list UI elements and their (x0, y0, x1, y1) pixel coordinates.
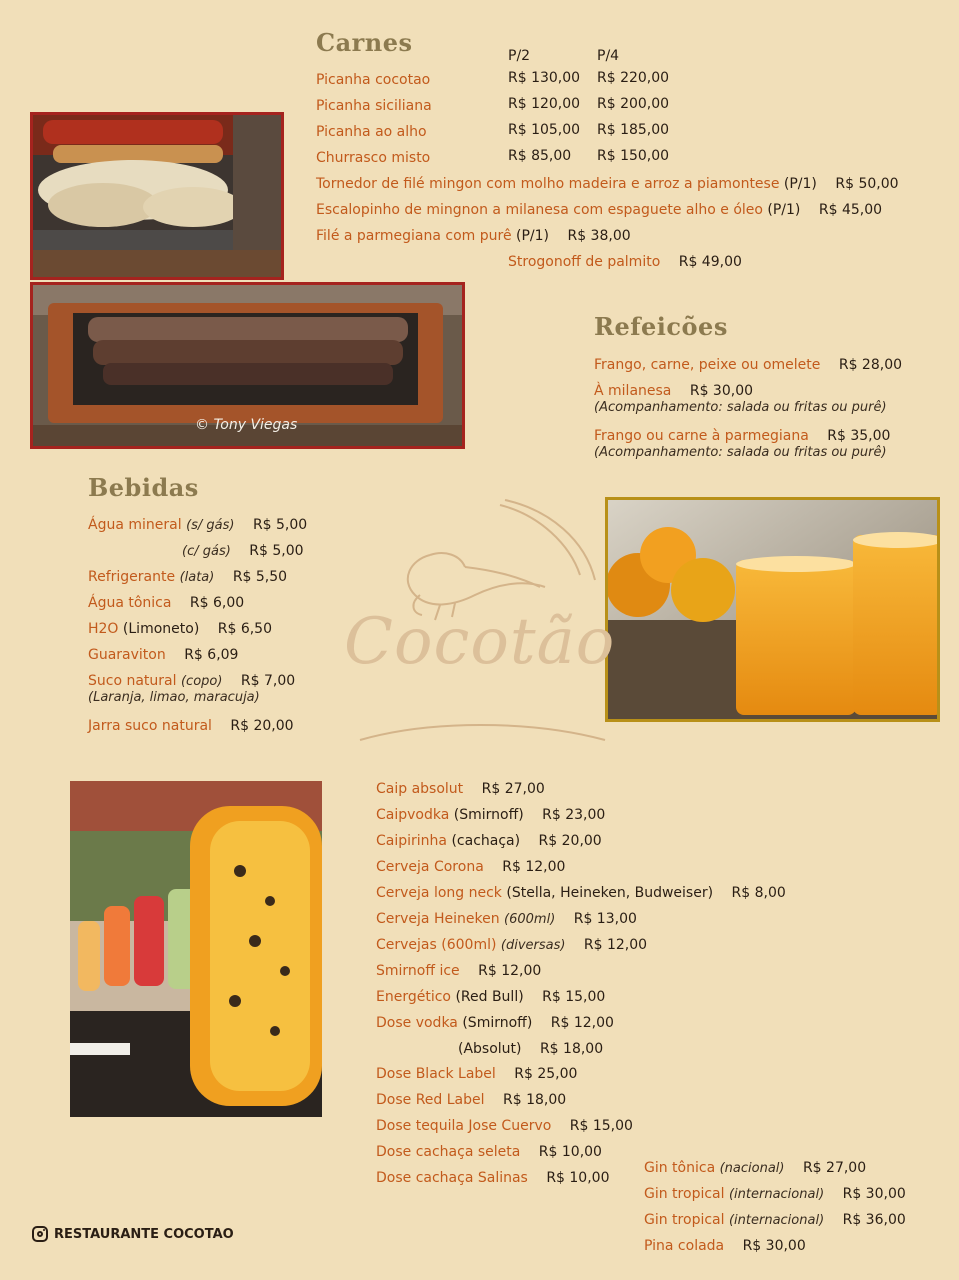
item-price: R$ 10,00 (538, 1144, 602, 1160)
item-name: Cerveja Corona (376, 859, 484, 875)
instagram-handle[interactable] (32, 1226, 234, 1242)
item-name: Picanha ao alho (316, 124, 427, 140)
item-note: (Acompanhamento: salada ou fritas ou purê) (594, 400, 887, 415)
item-name: Dose Black Label (376, 1066, 496, 1082)
photo-credit: © Tony Viegas (195, 417, 298, 433)
item-detail: (600ml) (504, 912, 556, 927)
item-price: R$ 20,00 (230, 718, 294, 734)
grilled-beef-photo (30, 282, 465, 449)
carnes-col-p4: P/4 (597, 48, 620, 64)
gin-row (644, 1184, 906, 1205)
item-detail: (cachaça) (451, 833, 521, 849)
drink-row (376, 1116, 633, 1136)
bebidas-row (88, 619, 272, 639)
bebidas-row (88, 567, 287, 588)
item-price: R$ 27,00 (481, 781, 545, 797)
bebidas-row (88, 645, 238, 665)
item-price: R$ 38,00 (567, 228, 631, 244)
item-name: Dose Red Label (376, 1092, 485, 1108)
item-price: R$ 25,00 (514, 1066, 578, 1082)
item-name: Água tônica (88, 595, 172, 611)
item-price-p4: R$ 150,00 (597, 148, 670, 164)
bebidas-title: Bebidas (88, 473, 199, 502)
carnes-row (316, 70, 430, 90)
drink-row (376, 1064, 577, 1084)
drink-row (376, 909, 637, 930)
item-name: Gin tropical (644, 1186, 725, 1202)
item-price: R$ 30,00 (742, 1238, 806, 1254)
item-detail: (internacional) (728, 1213, 825, 1228)
drink-row (376, 857, 565, 877)
bebidas-row (88, 716, 294, 736)
item-name: Dose vodka (376, 1015, 458, 1031)
item-price: R$ 27,00 (802, 1160, 867, 1176)
item-price: R$ 13,00 (573, 911, 637, 927)
item-price-p2: R$ 85,00 (508, 148, 572, 164)
carnes-row (316, 226, 631, 246)
item-detail: (nacional) (719, 1161, 785, 1176)
item-name: Guaraviton (88, 647, 166, 663)
item-price: R$ 12,00 (502, 859, 566, 875)
item-price: R$ 18,00 (539, 1041, 604, 1057)
item-price: R$ 20,00 (538, 833, 602, 849)
item-price: R$ 12,00 (583, 937, 648, 953)
item-price: R$ 50,00 (835, 176, 899, 192)
cocotao-logo (340, 495, 615, 750)
gin-row (644, 1210, 906, 1231)
item-name: Caipvodka (376, 807, 450, 823)
item-name: Gin tropical (644, 1212, 725, 1228)
item-detail: (Red Bull) (455, 989, 524, 1005)
item-name: Strogonoff de palmito (508, 254, 661, 270)
carnes-row (316, 174, 899, 194)
carnes-row (316, 122, 427, 142)
drink-row (376, 961, 541, 981)
drink-row (376, 1168, 609, 1188)
item-name: Cerveja long neck (376, 885, 502, 901)
item-price: R$ 6,50 (217, 621, 272, 637)
carnes-row (316, 200, 882, 220)
item-price: R$ 6,00 (189, 595, 245, 611)
item-note: (Acompanhamento: salada ou fritas ou purê) (594, 445, 887, 460)
drink-row (376, 1013, 614, 1033)
carnes-title: Carnes (316, 28, 413, 57)
drink-row (376, 1090, 566, 1110)
instagram-icon (32, 1226, 48, 1242)
orange-juice-photo (605, 497, 940, 722)
item-price: R$ 12,00 (478, 963, 542, 979)
item-name: Gin tônica (644, 1160, 716, 1176)
item-price-p2: R$ 130,00 (508, 70, 581, 86)
item-price: R$ 5,00 (252, 517, 308, 533)
item-name: Dose cachaça Salinas (376, 1170, 528, 1186)
item-price: R$ 5,00 (249, 543, 304, 559)
bebidas-row (88, 671, 295, 692)
item-detail: (Absolut) (458, 1041, 522, 1057)
item-price: R$ 28,00 (838, 357, 903, 373)
item-detail: (copo) (180, 674, 223, 689)
item-name: Escalopinho de mingnon a milanesa com espaguete alho e óleo (316, 202, 763, 218)
item-price: R$ 6,09 (184, 647, 239, 663)
item-detail: (Stella, Heineken, Budweiser) (506, 885, 714, 901)
item-name: Jarra suco natural (88, 718, 212, 734)
item-name: Energético (376, 989, 451, 1005)
item-price: R$ 30,00 (842, 1186, 906, 1202)
item-detail: (diversas) (500, 938, 566, 953)
suco-note: (Laranja, limao, maracuja) (88, 690, 260, 705)
item-detail: (Smirnoff) (453, 807, 524, 823)
item-name: Dose tequila Jose Cuervo (376, 1118, 552, 1134)
grilled-chicken-photo (30, 112, 284, 280)
refeicoes-row (594, 381, 753, 401)
gin-row (644, 1158, 866, 1179)
item-price: R$ 12,00 (550, 1015, 614, 1031)
item-price: R$ 49,00 (678, 254, 742, 270)
item-name: Caip absolut (376, 781, 464, 797)
gin-row (644, 1236, 806, 1256)
bebidas-row (88, 593, 244, 613)
refeicoes-row (594, 355, 902, 375)
drink-row (376, 831, 602, 851)
item-price: R$ 35,00 (827, 428, 891, 444)
item-price: R$ 45,00 (818, 202, 883, 218)
item-detail: (P/1) (767, 202, 801, 218)
logo-text: Cocotão (344, 605, 616, 679)
item-name: Pina colada (644, 1238, 725, 1254)
item-price: R$ 5,50 (232, 569, 288, 585)
item-detail: (Limoneto) (122, 621, 200, 637)
item-price: R$ 36,00 (842, 1212, 906, 1228)
item-price-p2: R$ 105,00 (508, 122, 581, 138)
item-price: R$ 30,00 (689, 383, 754, 399)
item-name: H2O (88, 621, 119, 637)
item-price-p2: R$ 120,00 (508, 96, 581, 112)
item-name: Smirnoff ice (376, 963, 460, 979)
cocktails-photo (70, 781, 322, 1117)
item-name: Churrasco misto (316, 150, 431, 166)
item-price: R$ 23,00 (542, 807, 606, 823)
item-name: À milanesa (594, 383, 672, 399)
carnes-row (508, 252, 742, 272)
item-price: R$ 10,00 (546, 1170, 610, 1186)
carnes-col-p2: P/2 (508, 48, 531, 64)
drink-row (376, 805, 605, 825)
item-detail: (P/1) (516, 228, 550, 244)
item-name: Cerveja Heineken (376, 911, 500, 927)
item-price: R$ 7,00 (240, 673, 296, 689)
item-price: R$ 15,00 (569, 1118, 633, 1134)
bebidas-row (182, 541, 304, 562)
item-detail: (internacional) (728, 1187, 825, 1202)
drink-row (376, 987, 605, 1007)
drink-row (376, 1142, 602, 1162)
drink-row (458, 1039, 603, 1059)
item-name: Tornedor de filé mingon com molho madeira e arroz a piamontese (316, 176, 780, 192)
item-name: Dose cachaça seleta (376, 1144, 521, 1160)
drink-row (376, 779, 545, 799)
item-name: Frango, carne, peixe ou omelete (594, 357, 821, 373)
item-name: Frango ou carne à parmegiana (594, 428, 809, 444)
item-detail: (s/ gás) (186, 518, 235, 533)
item-name: Caipirinha (376, 833, 447, 849)
drink-row (376, 883, 786, 903)
item-name: Filé a parmegiana com purê (316, 228, 512, 244)
bebidas-row (88, 515, 307, 536)
item-detail: (c/ gás) (182, 544, 231, 559)
drink-row (376, 935, 647, 956)
refeicoes-row (594, 426, 890, 446)
item-detail: (lata) (179, 570, 215, 585)
item-price-p4: R$ 200,00 (597, 96, 670, 112)
item-name: Refrigerante (88, 569, 176, 585)
item-price: R$ 8,00 (731, 885, 786, 901)
item-name: Água mineral (88, 517, 182, 533)
refeicoes-title: Refeicões (594, 312, 728, 341)
item-name: Picanha cocotao (316, 72, 431, 88)
item-name: Cervejas (600ml) (376, 937, 497, 953)
item-name: Picanha siciliana (316, 98, 432, 114)
carnes-row (316, 148, 430, 168)
item-price-p4: R$ 185,00 (597, 122, 670, 138)
item-detail: (Smirnoff) (462, 1015, 533, 1031)
item-price: R$ 15,00 (542, 989, 606, 1005)
item-price: R$ 18,00 (502, 1092, 567, 1108)
item-detail: (P/1) (783, 176, 817, 192)
item-name: Suco natural (88, 673, 177, 689)
item-price-p4: R$ 220,00 (597, 70, 670, 86)
carnes-row (316, 96, 432, 116)
instagram-handle-text: RESTAURANTE COCOTAO (54, 1226, 234, 1242)
